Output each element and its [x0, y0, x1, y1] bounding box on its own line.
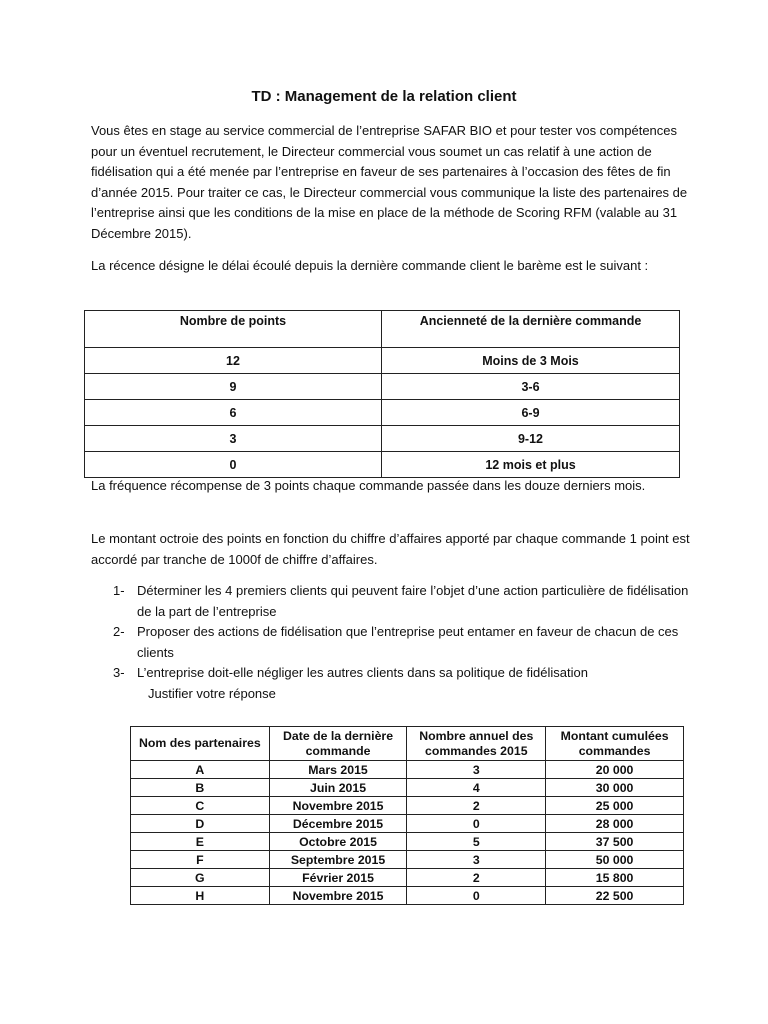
- partenaire-montant-cell: 22 500: [546, 887, 684, 905]
- table-row: [131, 887, 684, 905]
- partenaire-montant-cell: 28 000: [546, 815, 684, 833]
- bareme-points-cell: 6: [85, 400, 382, 426]
- bareme-points-cell: 9: [85, 374, 382, 400]
- partenaires-header-montant: Montant cumulées commandes: [546, 727, 684, 761]
- partenaire-nombre-cell: 3: [407, 851, 546, 869]
- partenaire-date-cell: Novembre 2015: [269, 887, 407, 905]
- table-row: [131, 833, 684, 851]
- partenaire-date-cell: Septembre 2015: [269, 851, 407, 869]
- bareme-header-row: [85, 311, 680, 348]
- bareme-anciennete-cell: Moins de 3 Mois: [382, 348, 680, 374]
- partenaire-montant-cell: 20 000: [546, 761, 684, 779]
- bareme-points-cell: 3: [85, 426, 382, 452]
- partenaire-nombre-cell: 2: [407, 797, 546, 815]
- bareme-points-cell: 12: [85, 348, 382, 374]
- partenaires-header-row: [131, 727, 684, 761]
- montant-paragraph: Le montant octroie des points en fonction du chiffre d’affaires apporté par chaque commande 1 point est accordé par tranche de 1000f de chiffre d’affaires.: [91, 531, 690, 567]
- partenaires-header-nom: Nom des partenaires: [131, 727, 270, 761]
- table-row: [131, 869, 684, 887]
- partenaire-date-cell: Octobre 2015: [269, 833, 407, 851]
- question-number: 2-: [113, 624, 125, 640]
- partenaire-date-cell: Décembre 2015: [269, 815, 407, 833]
- question-number: 1-: [113, 583, 125, 598]
- partenaire-nombre-cell: 2: [407, 869, 546, 887]
- partenaire-nombre-cell: 0: [407, 815, 546, 833]
- partenaire-date-cell: Février 2015: [269, 869, 407, 887]
- question-text: Déterminer les 4 premiers clients qui peuvent faire l’objet d’une action particulière de fidélisation de la part de l’entreprise: [137, 583, 689, 619]
- bareme-anciennete-cell: 9-12: [382, 426, 680, 452]
- question-extra: Justifier votre réponse: [148, 685, 276, 701]
- partenaire-nom-cell: B: [131, 779, 270, 797]
- bareme-anciennete-cell: 6-9: [382, 400, 680, 426]
- table-row: [131, 851, 684, 869]
- document-title: TD : Management de la relation client: [251, 88, 517, 105]
- partenaire-nom-cell: C: [131, 797, 270, 815]
- partenaire-montant-cell: 50 000: [546, 851, 684, 869]
- partenaire-date-cell: Novembre 2015: [269, 797, 407, 815]
- question-number: 3-: [113, 665, 125, 681]
- partenaire-nombre-cell: 0: [407, 887, 546, 905]
- bareme-table: [84, 310, 680, 478]
- partenaire-date-cell: Juin 2015: [269, 779, 407, 797]
- partenaires-table: [130, 726, 684, 905]
- partenaire-nom-cell: D: [131, 815, 270, 833]
- bareme-header-anciennete: Ancienneté de la dernière commande: [382, 311, 680, 348]
- partenaire-nom-cell: F: [131, 851, 270, 869]
- partenaire-montant-cell: 15 800: [546, 869, 684, 887]
- partenaires-header-nombre: Nombre annuel des commandes 2015: [407, 727, 546, 761]
- partenaire-nom-cell: H: [131, 887, 270, 905]
- questions-list: [113, 581, 693, 705]
- table-row: [131, 815, 684, 833]
- partenaire-montant-cell: 30 000: [546, 779, 684, 797]
- partenaire-nombre-cell: 4: [407, 779, 546, 797]
- table-row: [85, 348, 680, 374]
- bareme-header-points: Nombre de points: [85, 311, 382, 348]
- bareme-points-cell: 0: [85, 452, 382, 478]
- question-item: [113, 622, 693, 663]
- partenaires-header-date: Date de la dernière commande: [269, 727, 407, 761]
- question-item: [113, 581, 693, 622]
- partenaire-nombre-cell: 5: [407, 833, 546, 851]
- partenaire-nombre-cell: 3: [407, 761, 546, 779]
- bareme-anciennete-cell: 3-6: [382, 374, 680, 400]
- table-row: [85, 426, 680, 452]
- table-row: [85, 400, 680, 426]
- table-row: [131, 761, 684, 779]
- partenaire-nom-cell: A: [131, 761, 270, 779]
- table-row: [131, 797, 684, 815]
- partenaire-montant-cell: 25 000: [546, 797, 684, 815]
- bareme-anciennete-cell: 12 mois et plus: [382, 452, 680, 478]
- partenaire-nom-cell: E: [131, 833, 270, 851]
- table-row: [131, 779, 684, 797]
- recence-paragraph: La récence désigne le délai écoulé depuis la dernière commande client le barème est le suivant :: [91, 258, 649, 273]
- table-row: [85, 374, 680, 400]
- question-item: [113, 663, 693, 704]
- question-text: L’entreprise doit-elle négliger les autres clients dans sa politique de fidélisation: [137, 665, 588, 681]
- question-text: Proposer des actions de fidélisation que l’entreprise peut entamer en faveur de chacun de ces clients: [137, 624, 679, 660]
- intro-paragraph: Vous êtes en stage au service commercial de l’entreprise SAFAR BIO et pour tester vos compétences pour un éventuel recrutement, le Directeur commercial vous soumet un cas relatif à une action de fidélisation qui a été menée par l’entreprise en faveur de ses partenaires à l’occasion des fêtes de fin d’année 2015. Pour traiter ce cas, le Directeur commercial vous communique la liste des partenaires de l’entreprise ainsi que les conditions de la mise en place de la méthode de Scoring RFM (valable au 31 Décembre 2015).: [91, 123, 688, 241]
- frequence-paragraph: La fréquence récompense de 3 points chaque commande passée dans les douze derniers mois.: [91, 478, 646, 493]
- partenaire-date-cell: Mars 2015: [269, 761, 407, 779]
- table-row: [85, 452, 680, 478]
- partenaire-nom-cell: G: [131, 869, 270, 887]
- partenaire-montant-cell: 37 500: [546, 833, 684, 851]
